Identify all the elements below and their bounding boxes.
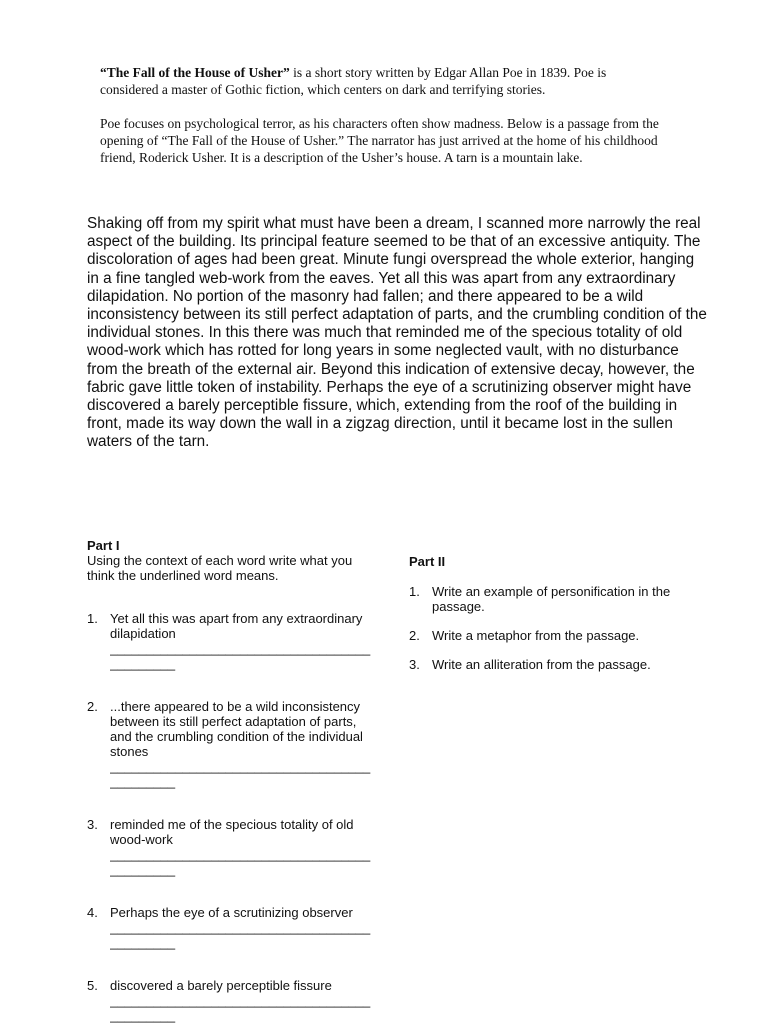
- question-number: 3.: [409, 657, 420, 672]
- answer-line[interactable]: ____________________________________: [110, 847, 371, 862]
- part-2-question-list: [409, 584, 709, 672]
- answer-line-end[interactable]: _________: [110, 1008, 176, 1023]
- answer-line-end[interactable]: _________: [110, 935, 176, 950]
- part-1-question-3: [87, 817, 377, 877]
- question-text: discovered a barely perceptible fissure: [110, 978, 332, 993]
- question-number: 1.: [87, 611, 98, 626]
- question-text: ...there appeared to be a wild inconsistency between its still perfect adaptation of parts, and the crumbling condition of the individual stones: [110, 699, 363, 759]
- question-number: 5.: [87, 978, 98, 993]
- answer-line-end[interactable]: _________: [110, 774, 176, 789]
- question-text: Write a metaphor from the passage.: [432, 628, 640, 643]
- question-number: 1.: [409, 584, 420, 599]
- question-text: reminded me of the specious totality of old wood-work: [110, 817, 354, 847]
- answer-line[interactable]: ____________________________________: [110, 993, 371, 1008]
- question-number: 2.: [87, 699, 98, 714]
- question-number: 4.: [87, 905, 98, 920]
- intro-paragraph-1-text: is a short story written by Edgar Allan Poe in 1839. Poe is considered a master of Gothic fiction, which centers on dark and terrifying stories.: [100, 65, 607, 97]
- part-2-section: [409, 554, 709, 672]
- answer-line[interactable]: ____________________________________: [110, 759, 371, 774]
- intro-paragraph-2: Poe focuses on psychological terror, as his characters often show madness. Below is a passage from the opening of “The Fall of the House of Usher.” The narrator has just arrived at the home of his childhood friend, Roderick Usher. It is a description of the Usher’s house. A tarn is a mountain lake.: [100, 116, 659, 165]
- part-1-question-5: [87, 978, 377, 1023]
- part-1-title: Part I: [87, 538, 120, 553]
- part-2-question-3: [409, 657, 709, 672]
- question-number: 3.: [87, 817, 98, 832]
- question-text: Write an alliteration from the passage.: [432, 657, 651, 672]
- story-passage: Shaking off from my spirit what must have been a dream, I scanned more narrowly the real aspect of the building. Its principal feature seemed to be that of an excessive antiquity. The discoloration of ages had been great. Minute fungi overspread the whole exterior, hanging in a fine tangled web-work from the eaves. Yet all this was apart from any extraordinary dilapidation. No portion of the masonry had fallen; and there appeared to be a wild inconsistency between its still perfect adaptation of parts, and the crumbling condition of the individual stones. In this there was much that reminded me of the specious totality of old wood-work which has rotted for long years in some neglected vault, with no disturbance from the breath of the external air. Beyond this indication of extensive decay, however, the fabric gave little token of instability. Perhaps the eye of a scrutinizing observer might have discovered a barely perceptible fissure, which, extending from the roof of the building in front, made its way down the wall in a zigzag direction, until it became lost in the sullen waters of the tarn.: [87, 215, 707, 451]
- part-1-instructions: Using the context of each word write what you think the underlined word means.: [87, 553, 353, 583]
- part-2-title: Part II: [409, 554, 446, 569]
- question-text: Perhaps the eye of a scrutinizing observer: [110, 905, 353, 920]
- intro-section: [100, 64, 660, 166]
- part-1-question-4: [87, 905, 377, 950]
- part-1-question-list: [87, 611, 377, 1023]
- question-number: 2.: [409, 628, 420, 643]
- answer-line-end[interactable]: _________: [110, 656, 176, 671]
- question-text: Write an example of personification in the passage.: [432, 584, 671, 614]
- part-2-question-2: [409, 628, 709, 643]
- part-1-question-1: [87, 611, 377, 671]
- part-1-section: [87, 538, 377, 1023]
- intro-paragraph-1: [100, 64, 660, 98]
- answer-line[interactable]: ____________________________________: [110, 641, 371, 656]
- question-text: Yet all this was apart from any extraordinary dilapidation: [110, 611, 363, 641]
- answer-line[interactable]: ____________________________________: [110, 920, 371, 935]
- part-2-question-1: [409, 584, 709, 614]
- answer-line-end[interactable]: _________: [110, 862, 176, 877]
- part-1-question-2: [87, 699, 377, 789]
- story-title: “The Fall of the House of Usher”: [100, 65, 290, 80]
